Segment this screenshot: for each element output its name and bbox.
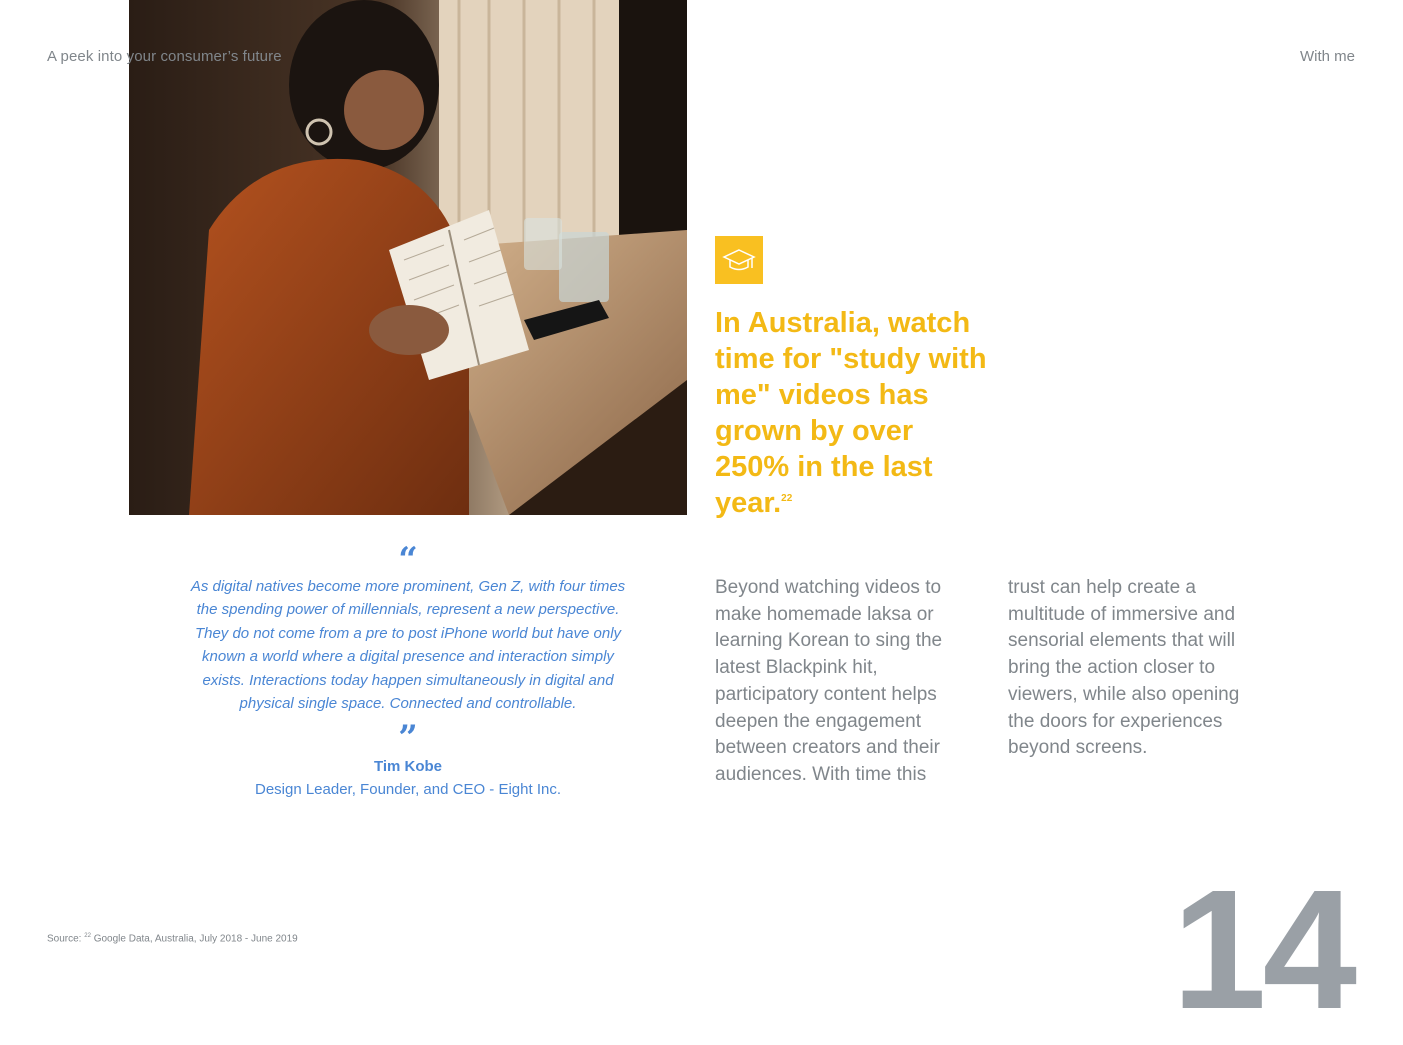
footnote-ref: 22	[781, 493, 793, 504]
stat-headline-text: In Australia, watch time for "study with me" videos has grown by over 250% in the last year.	[715, 307, 987, 519]
source-label: Source:	[47, 933, 82, 945]
source-note	[47, 933, 298, 944]
source-ref: 22	[84, 933, 91, 939]
page-number: 14	[1172, 855, 1354, 1045]
close-quote-mark: ”	[398, 718, 418, 759]
graduation-cap-icon	[721, 242, 757, 278]
stat-headline	[715, 305, 990, 521]
pull-quote	[190, 540, 626, 801]
section-title: A peek into your consumer’s future	[47, 48, 282, 65]
quote-author-role: Design Leader, Founder, and CEO - Eight Inc.	[254, 781, 561, 799]
body-text-column-2: trust can help create a multitude of immersive and sensorial elements that will bring the action closer to viewers, while also opening the doors for experiences beyond screens.	[1008, 577, 1240, 759]
graduation-cap-icon-box	[715, 236, 763, 284]
source-text: Google Data, Australia, July 2018 - June 2019	[93, 933, 298, 945]
quote-author: Tim Kobe	[373, 758, 443, 776]
woman-reading-book-illustration	[129, 0, 687, 515]
open-quote-mark: “	[398, 540, 418, 580]
woman-reading-photo	[129, 0, 687, 515]
section-subtitle: With me	[1299, 48, 1355, 65]
quote-text: As digital natives become more prominent, Gen Z, with four times the spending power of millennials, represent a new perspective. They do not come from a pre to post iPhone world but have only known a world where a digital presence and interaction simply exists. Interactions today happen simultaneously in digital and physical single space. Connected and controllable.	[190, 578, 626, 713]
body-text-column-1: Beyond watching videos to make homemade laksa or learning Korean to sing the latest Blackpink hit, participatory content helps deepen the engagement between creators and their audiences. With time this	[715, 577, 943, 785]
